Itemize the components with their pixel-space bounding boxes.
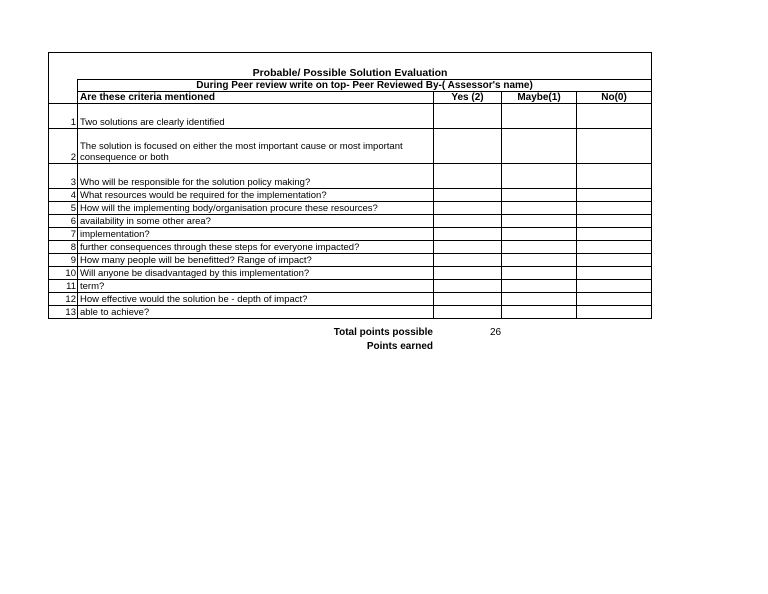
points-earned-label: Points earned bbox=[366, 341, 433, 352]
row-number: 9 bbox=[49, 254, 78, 267]
maybe-cell[interactable] bbox=[502, 189, 577, 202]
row-number: 11 bbox=[49, 280, 78, 293]
sheet-title: Probable/ Possible Solution Evaluation bbox=[49, 53, 652, 80]
criteria-row bbox=[49, 293, 652, 306]
totals-block bbox=[48, 327, 528, 355]
maybe-cell[interactable] bbox=[502, 228, 577, 241]
total-possible-line bbox=[48, 327, 528, 341]
points-earned-line bbox=[48, 341, 528, 355]
total-possible-value: 26 bbox=[490, 327, 502, 338]
header-maybe: Maybe(1) bbox=[502, 92, 577, 104]
criteria-text: further consequences through these steps for everyone impacted? bbox=[78, 241, 434, 254]
row-number: 4 bbox=[49, 189, 78, 202]
no-cell[interactable] bbox=[577, 202, 652, 215]
criteria-row bbox=[49, 189, 652, 202]
yes-cell[interactable] bbox=[434, 164, 502, 189]
criteria-text: Two solutions are clearly identified bbox=[78, 104, 434, 129]
no-cell[interactable] bbox=[577, 306, 652, 319]
criteria-row bbox=[49, 267, 652, 280]
header-row bbox=[49, 92, 652, 104]
header-num-cell bbox=[49, 92, 78, 104]
yes-cell[interactable] bbox=[434, 241, 502, 254]
no-cell[interactable] bbox=[577, 104, 652, 129]
maybe-cell[interactable] bbox=[502, 241, 577, 254]
row-number: 13 bbox=[49, 306, 78, 319]
yes-cell[interactable] bbox=[434, 267, 502, 280]
criteria-text: Will anyone be disadvantaged by this implementation? bbox=[78, 267, 434, 280]
yes-cell[interactable] bbox=[434, 228, 502, 241]
yes-cell[interactable] bbox=[434, 189, 502, 202]
yes-cell[interactable] bbox=[434, 293, 502, 306]
row-number: 8 bbox=[49, 241, 78, 254]
maybe-cell[interactable] bbox=[502, 215, 577, 228]
row-number: 3 bbox=[49, 164, 78, 189]
maybe-cell[interactable] bbox=[502, 164, 577, 189]
yes-cell[interactable] bbox=[434, 215, 502, 228]
header-criteria: Are these criteria mentioned bbox=[78, 92, 434, 104]
header-no: No(0) bbox=[577, 92, 652, 104]
maybe-cell[interactable] bbox=[502, 280, 577, 293]
no-cell[interactable] bbox=[577, 293, 652, 306]
criteria-text: What resources would be required for the implementation? bbox=[78, 189, 434, 202]
criteria-row bbox=[49, 129, 652, 164]
sheet-subtitle: During Peer review write on top- Peer Reviewed By-( Assessor's name) bbox=[78, 80, 652, 92]
no-cell[interactable] bbox=[577, 228, 652, 241]
title-row bbox=[49, 53, 652, 80]
yes-cell[interactable] bbox=[434, 306, 502, 319]
maybe-cell[interactable] bbox=[502, 202, 577, 215]
criteria-row bbox=[49, 228, 652, 241]
criteria-text: How effective would the solution be - depth of impact? bbox=[78, 293, 434, 306]
row-number: 12 bbox=[49, 293, 78, 306]
criteria-text: implementation? bbox=[78, 228, 434, 241]
criteria-row bbox=[49, 241, 652, 254]
criteria-text: How will the implementing body/organisation procure these resources? bbox=[78, 202, 434, 215]
maybe-cell[interactable] bbox=[502, 104, 577, 129]
criteria-row bbox=[49, 306, 652, 319]
maybe-cell[interactable] bbox=[502, 293, 577, 306]
subtitle-row bbox=[49, 80, 652, 92]
header-yes: Yes (2) bbox=[434, 92, 502, 104]
row-number: 2 bbox=[49, 129, 78, 164]
criteria-row bbox=[49, 254, 652, 267]
criteria-text: term? bbox=[78, 280, 434, 293]
criteria-row bbox=[49, 164, 652, 189]
no-cell[interactable] bbox=[577, 254, 652, 267]
yes-cell[interactable] bbox=[434, 254, 502, 267]
yes-cell[interactable] bbox=[434, 280, 502, 293]
maybe-cell[interactable] bbox=[502, 254, 577, 267]
criteria-row bbox=[49, 215, 652, 228]
total-possible-label: Total points possible bbox=[333, 327, 433, 338]
row-number: 5 bbox=[49, 202, 78, 215]
no-cell[interactable] bbox=[577, 215, 652, 228]
no-cell[interactable] bbox=[577, 267, 652, 280]
yes-cell[interactable] bbox=[434, 104, 502, 129]
row-number: 10 bbox=[49, 267, 78, 280]
no-cell[interactable] bbox=[577, 280, 652, 293]
criteria-text: availability in some other area? bbox=[78, 215, 434, 228]
no-cell[interactable] bbox=[577, 164, 652, 189]
maybe-cell[interactable] bbox=[502, 129, 577, 164]
criteria-row bbox=[49, 280, 652, 293]
no-cell[interactable] bbox=[577, 241, 652, 254]
maybe-cell[interactable] bbox=[502, 267, 577, 280]
no-cell[interactable] bbox=[577, 189, 652, 202]
row-number: 7 bbox=[49, 228, 78, 241]
criteria-text: Who will be responsible for the solution policy making? bbox=[78, 164, 434, 189]
row-number: 6 bbox=[49, 215, 78, 228]
yes-cell[interactable] bbox=[434, 129, 502, 164]
criteria-row bbox=[49, 202, 652, 215]
evaluation-table bbox=[48, 52, 652, 319]
yes-cell[interactable] bbox=[434, 202, 502, 215]
criteria-text: The solution is focused on either the most important cause or most important consequence or both bbox=[78, 129, 434, 164]
row-number: 1 bbox=[49, 104, 78, 129]
maybe-cell[interactable] bbox=[502, 306, 577, 319]
criteria-text: How many people will be benefitted? Range of impact? bbox=[78, 254, 434, 267]
criteria-text: able to achieve? bbox=[78, 306, 434, 319]
no-cell[interactable] bbox=[577, 129, 652, 164]
criteria-row bbox=[49, 104, 652, 129]
subtitle-spacer bbox=[49, 80, 78, 92]
